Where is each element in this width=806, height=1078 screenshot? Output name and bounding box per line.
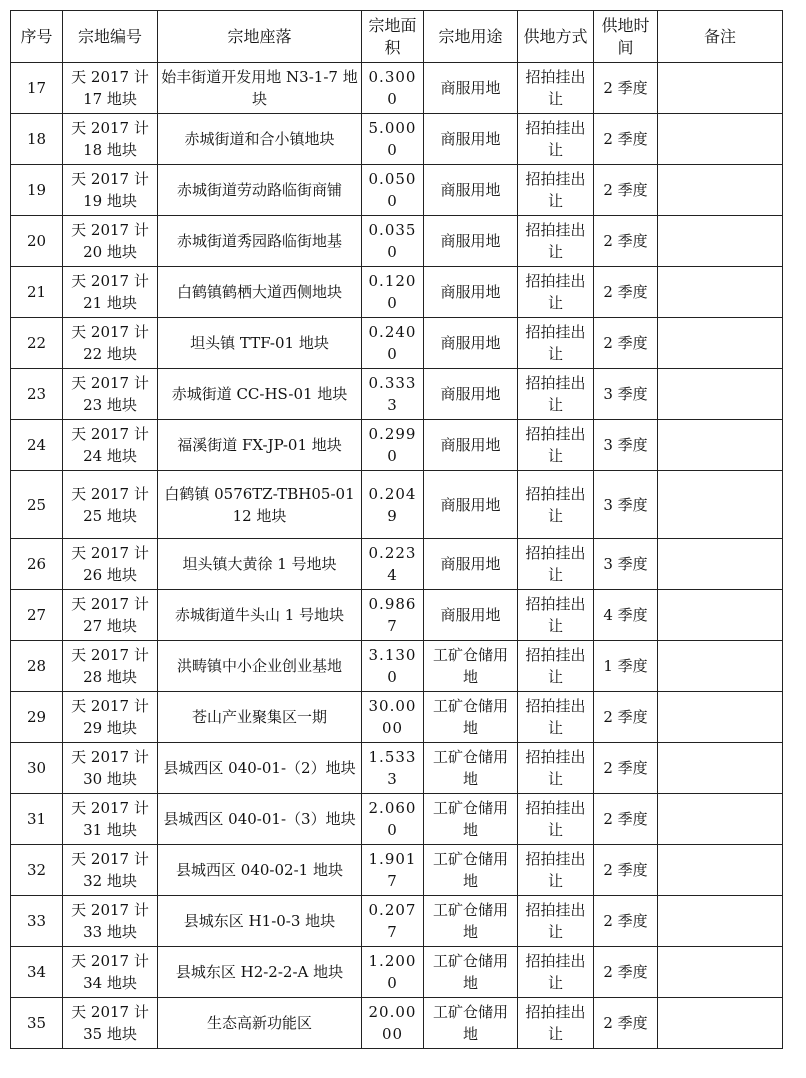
cell-code: 天 2017 计 33 地块 [63,896,158,947]
cell-time: 2 季度 [594,794,658,845]
cell-area: 20.0000 [362,998,424,1049]
table-row [11,267,783,318]
cell-use: 商服用地 [424,318,518,369]
table-row [11,369,783,420]
cell-code: 天 2017 计 23 地块 [63,369,158,420]
cell-use: 工矿仓储用地 [424,998,518,1049]
cell-note [658,794,783,845]
cell-location: 生态高新功能区 [158,998,362,1049]
cell-no: 21 [11,267,63,318]
cell-location: 白鹤镇鹤栖大道西侧地块 [158,267,362,318]
cell-method: 招拍挂出让 [518,165,594,216]
cell-no: 28 [11,641,63,692]
cell-method: 招拍挂出让 [518,369,594,420]
cell-time: 2 季度 [594,947,658,998]
table-row [11,420,783,471]
cell-location: 赤城街道牛头山 1 号地块 [158,590,362,641]
cell-area: 0.2234 [362,539,424,590]
cell-code: 天 2017 计 26 地块 [63,539,158,590]
cell-area: 3.1300 [362,641,424,692]
cell-code: 天 2017 计 30 地块 [63,743,158,794]
cell-code: 天 2017 计 22 地块 [63,318,158,369]
cell-no: 22 [11,318,63,369]
table-row [11,947,783,998]
cell-code: 天 2017 计 35 地块 [63,998,158,1049]
cell-time: 2 季度 [594,114,658,165]
cell-note [658,539,783,590]
cell-use: 商服用地 [424,471,518,539]
header-row [11,11,783,63]
cell-note [658,471,783,539]
cell-area: 1.2000 [362,947,424,998]
cell-location: 洪畴镇中小企业创业基地 [158,641,362,692]
cell-time: 3 季度 [594,420,658,471]
table-row [11,998,783,1049]
header-no: 序号 [11,11,63,63]
header-code: 宗地编号 [63,11,158,63]
cell-note [658,998,783,1049]
cell-area: 0.1200 [362,267,424,318]
cell-note [658,114,783,165]
cell-location: 赤城街道劳动路临街商铺 [158,165,362,216]
cell-method: 招拍挂出让 [518,845,594,896]
cell-no: 31 [11,794,63,845]
header-note: 备注 [658,11,783,63]
cell-no: 34 [11,947,63,998]
cell-code: 天 2017 计 34 地块 [63,947,158,998]
cell-method: 招拍挂出让 [518,114,594,165]
cell-use: 工矿仓储用地 [424,743,518,794]
header-method: 供地方式 [518,11,594,63]
cell-code: 天 2017 计 29 地块 [63,692,158,743]
cell-note [658,216,783,267]
cell-no: 30 [11,743,63,794]
header-area: 宗地面积 [362,11,424,63]
cell-area: 0.2077 [362,896,424,947]
cell-method: 招拍挂出让 [518,998,594,1049]
cell-note [658,318,783,369]
cell-location: 赤城街道和合小镇地块 [158,114,362,165]
cell-note [658,947,783,998]
cell-area: 0.3000 [362,63,424,114]
cell-method: 招拍挂出让 [518,63,594,114]
cell-area: 2.0600 [362,794,424,845]
cell-location: 赤城街道 CC-HS-01 地块 [158,369,362,420]
cell-code: 天 2017 计 28 地块 [63,641,158,692]
cell-location: 坦头镇 TTF-01 地块 [158,318,362,369]
cell-use: 工矿仓储用地 [424,845,518,896]
cell-time: 2 季度 [594,998,658,1049]
cell-code: 天 2017 计 20 地块 [63,216,158,267]
table-row [11,114,783,165]
cell-note [658,845,783,896]
cell-code: 天 2017 计 25 地块 [63,471,158,539]
cell-area: 0.0500 [362,165,424,216]
cell-code: 天 2017 计 31 地块 [63,794,158,845]
cell-use: 商服用地 [424,216,518,267]
cell-use: 商服用地 [424,165,518,216]
cell-location: 福溪街道 FX-JP-01 地块 [158,420,362,471]
cell-area: 5.0000 [362,114,424,165]
cell-location: 苍山产业聚集区一期 [158,692,362,743]
table-row [11,743,783,794]
cell-location: 县城西区 040-02-1 地块 [158,845,362,896]
table-row [11,794,783,845]
cell-time: 2 季度 [594,165,658,216]
cell-area: 0.2049 [362,471,424,539]
cell-use: 商服用地 [424,539,518,590]
cell-location: 赤城街道秀园路临街地基 [158,216,362,267]
cell-use: 商服用地 [424,590,518,641]
cell-no: 19 [11,165,63,216]
land-supply-table [10,10,783,1049]
cell-code: 天 2017 计 18 地块 [63,114,158,165]
cell-method: 招拍挂出让 [518,692,594,743]
cell-note [658,369,783,420]
cell-location: 坦头镇大黄徐 1 号地块 [158,539,362,590]
cell-location: 始丰街道开发用地 N3-1-7 地块 [158,63,362,114]
cell-area: 0.2400 [362,318,424,369]
table-row [11,471,783,539]
table-row [11,63,783,114]
header-time: 供地时间 [594,11,658,63]
cell-time: 4 季度 [594,590,658,641]
cell-method: 招拍挂出让 [518,216,594,267]
cell-note [658,63,783,114]
cell-time: 1 季度 [594,641,658,692]
cell-area: 1.5333 [362,743,424,794]
cell-time: 3 季度 [594,539,658,590]
table-row [11,539,783,590]
cell-area: 0.3333 [362,369,424,420]
cell-use: 商服用地 [424,420,518,471]
cell-area: 0.0350 [362,216,424,267]
cell-location: 县城西区 040-01-（2）地块 [158,743,362,794]
cell-code: 天 2017 计 21 地块 [63,267,158,318]
cell-method: 招拍挂出让 [518,420,594,471]
table-row [11,590,783,641]
cell-area: 30.0000 [362,692,424,743]
cell-note [658,896,783,947]
cell-code: 天 2017 计 19 地块 [63,165,158,216]
cell-method: 招拍挂出让 [518,590,594,641]
cell-no: 35 [11,998,63,1049]
cell-time: 3 季度 [594,369,658,420]
cell-time: 2 季度 [594,896,658,947]
cell-time: 2 季度 [594,743,658,794]
cell-area: 0.2990 [362,420,424,471]
cell-time: 3 季度 [594,471,658,539]
cell-no: 17 [11,63,63,114]
cell-note [658,743,783,794]
table-row [11,318,783,369]
cell-note [658,420,783,471]
table-row [11,692,783,743]
cell-method: 招拍挂出让 [518,471,594,539]
cell-use: 商服用地 [424,369,518,420]
cell-code: 天 2017 计 27 地块 [63,590,158,641]
table-row [11,216,783,267]
cell-time: 2 季度 [594,845,658,896]
cell-time: 2 季度 [594,267,658,318]
cell-no: 27 [11,590,63,641]
cell-note [658,590,783,641]
cell-no: 26 [11,539,63,590]
cell-method: 招拍挂出让 [518,896,594,947]
cell-note [658,641,783,692]
cell-code: 天 2017 计 24 地块 [63,420,158,471]
cell-location: 县城东区 H2-2-2-A 地块 [158,947,362,998]
cell-no: 20 [11,216,63,267]
cell-area: 1.9017 [362,845,424,896]
cell-use: 工矿仓储用地 [424,641,518,692]
cell-area: 0.9867 [362,590,424,641]
header-use: 宗地用途 [424,11,518,63]
cell-no: 18 [11,114,63,165]
cell-location: 白鹤镇 0576TZ-TBH05-0112 地块 [158,471,362,539]
cell-use: 商服用地 [424,267,518,318]
cell-time: 2 季度 [594,63,658,114]
cell-note [658,692,783,743]
cell-use: 工矿仓储用地 [424,896,518,947]
cell-method: 招拍挂出让 [518,267,594,318]
cell-use: 工矿仓储用地 [424,794,518,845]
cell-code: 天 2017 计 17 地块 [63,63,158,114]
table-row [11,845,783,896]
cell-method: 招拍挂出让 [518,743,594,794]
cell-no: 25 [11,471,63,539]
cell-no: 29 [11,692,63,743]
cell-time: 2 季度 [594,216,658,267]
cell-method: 招拍挂出让 [518,318,594,369]
cell-time: 2 季度 [594,692,658,743]
cell-no: 24 [11,420,63,471]
cell-use: 工矿仓储用地 [424,947,518,998]
cell-method: 招拍挂出让 [518,947,594,998]
header-location: 宗地座落 [158,11,362,63]
cell-code: 天 2017 计 32 地块 [63,845,158,896]
table-row [11,641,783,692]
cell-no: 33 [11,896,63,947]
cell-note [658,165,783,216]
cell-no: 32 [11,845,63,896]
cell-method: 招拍挂出让 [518,641,594,692]
table-row [11,896,783,947]
cell-method: 招拍挂出让 [518,794,594,845]
cell-use: 商服用地 [424,63,518,114]
cell-use: 工矿仓储用地 [424,692,518,743]
cell-method: 招拍挂出让 [518,539,594,590]
cell-location: 县城西区 040-01-（3）地块 [158,794,362,845]
cell-use: 商服用地 [424,114,518,165]
cell-time: 2 季度 [594,318,658,369]
table-row [11,165,783,216]
cell-note [658,267,783,318]
cell-no: 23 [11,369,63,420]
cell-location: 县城东区 H1-0-3 地块 [158,896,362,947]
